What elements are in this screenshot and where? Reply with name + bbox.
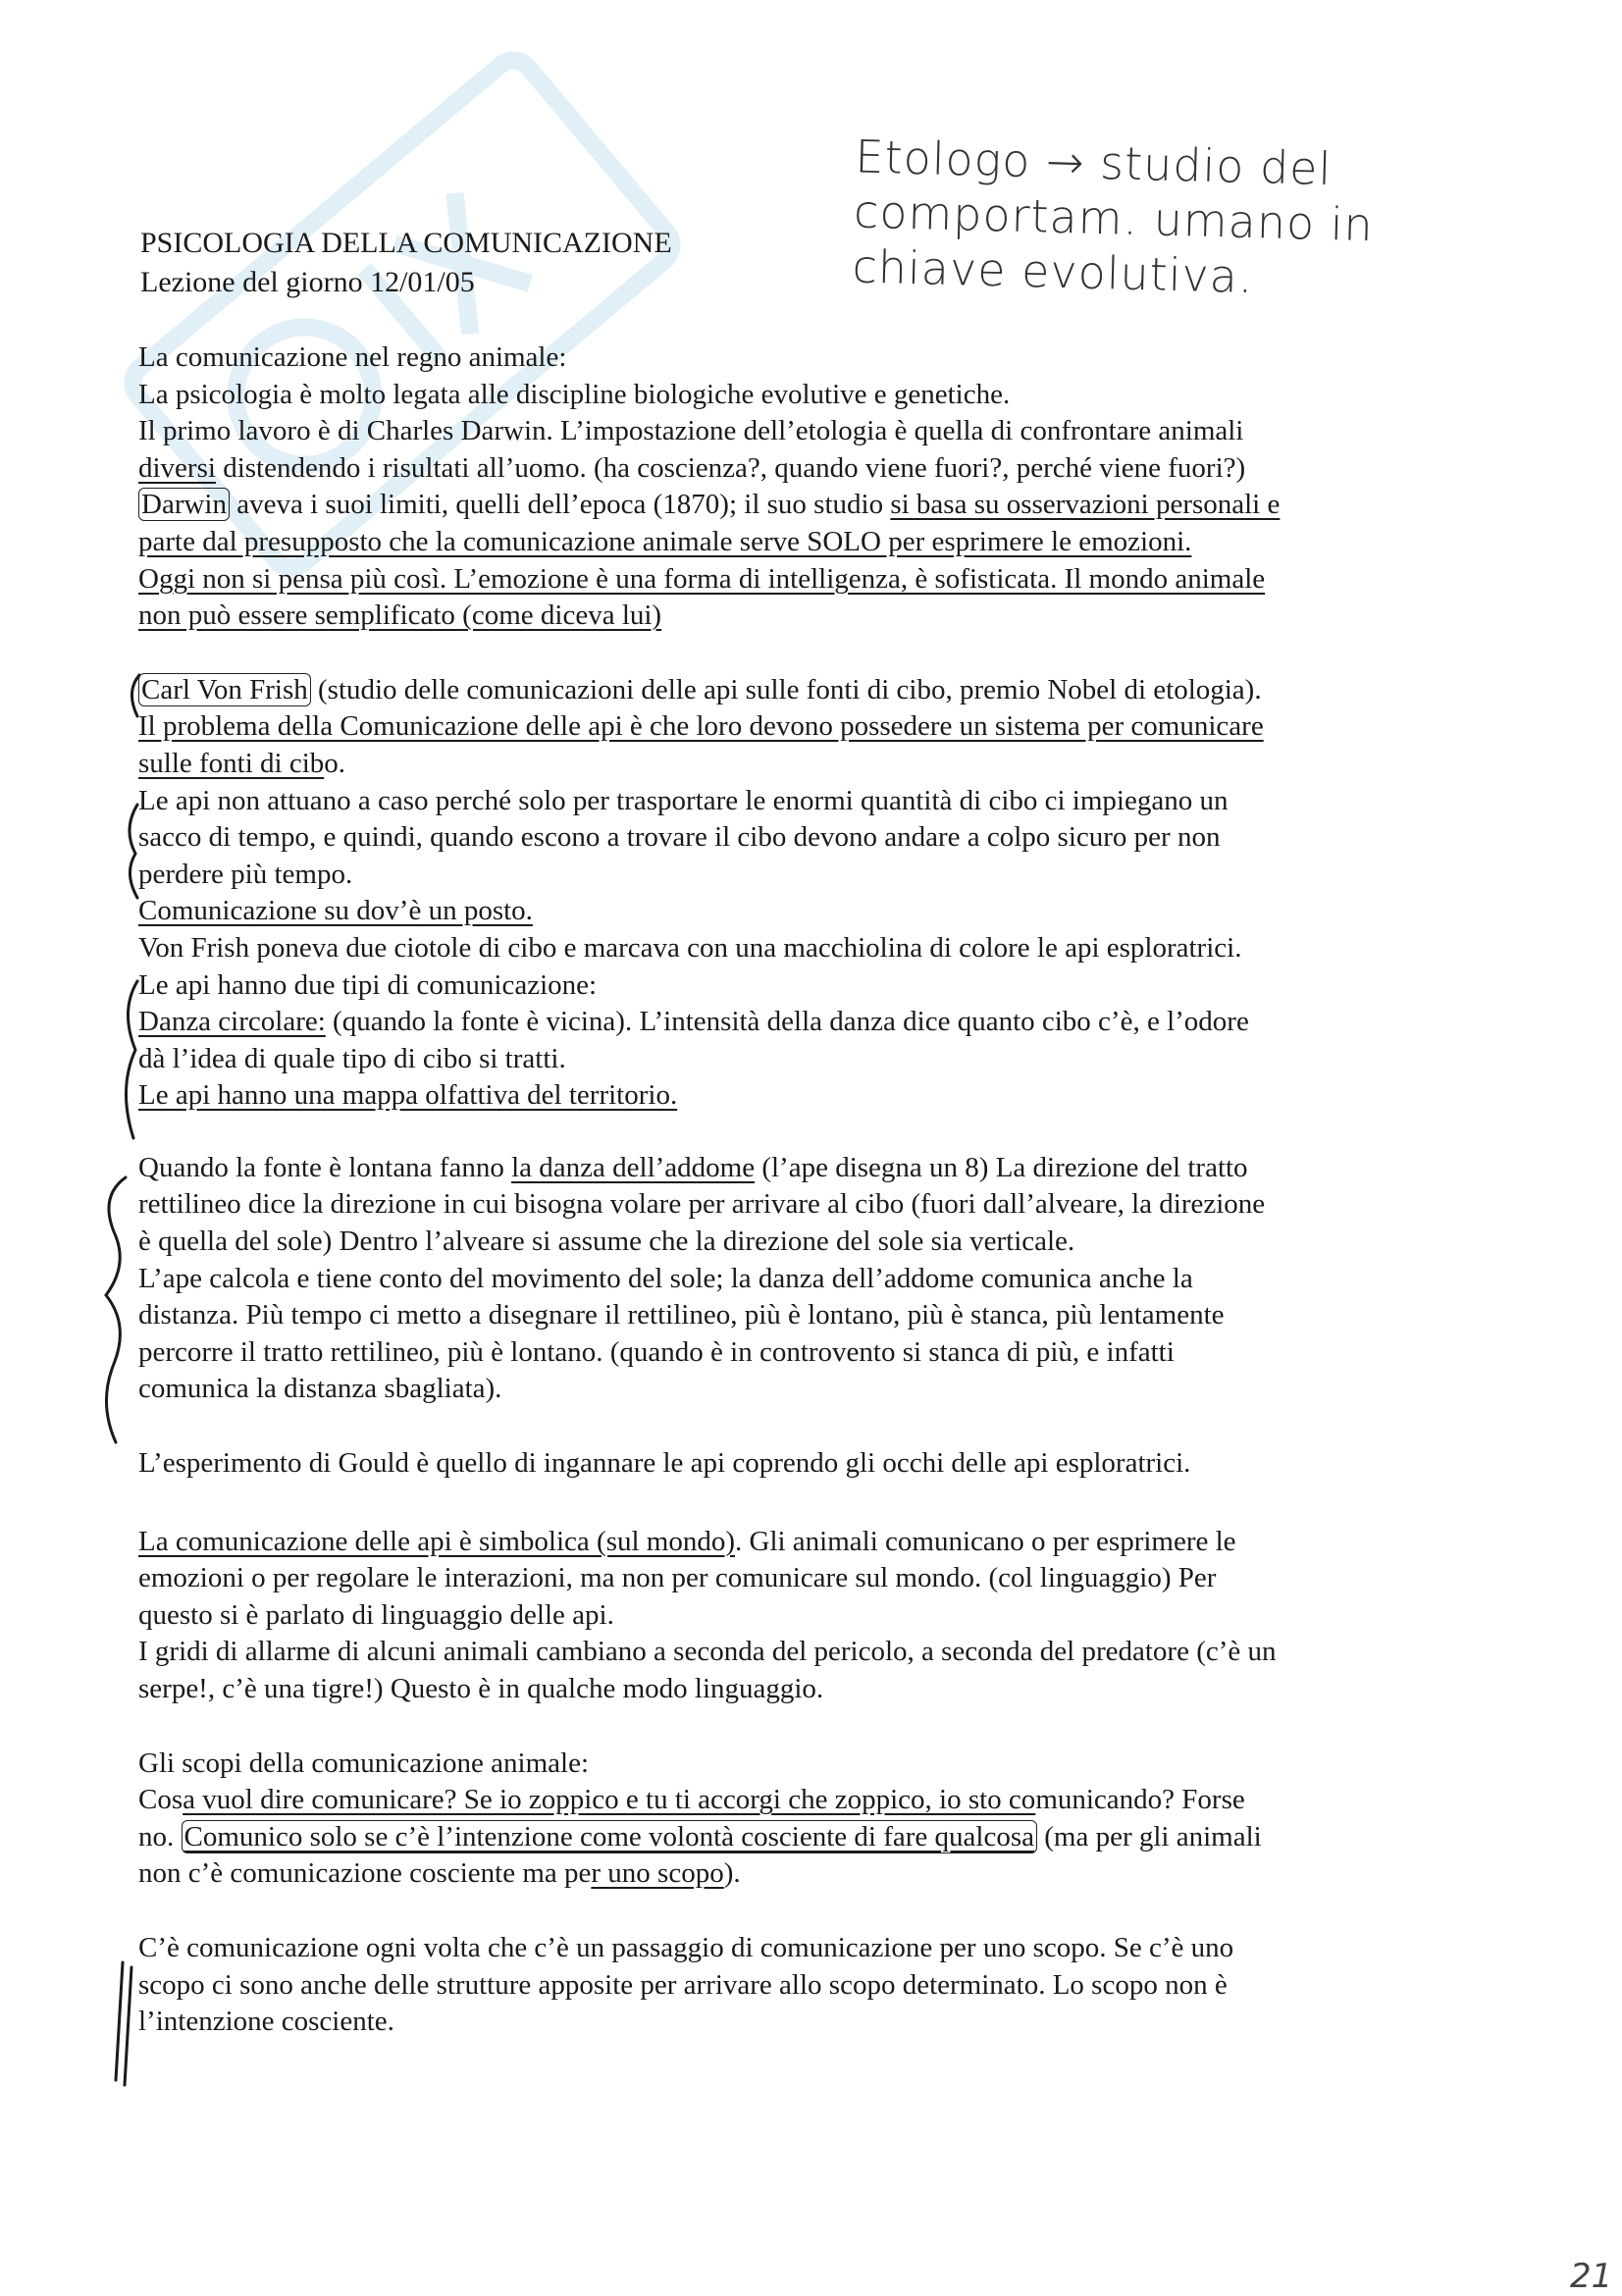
paragraph-line: [138, 708, 1483, 746]
paragraph-line: [138, 1077, 1483, 1115]
paragraph-line: [138, 598, 1483, 635]
paragraph-line: sacco di tempo, e quindi, quando escono a trovare il cibo devono andare a colpo sicuro per non: [138, 821, 1221, 854]
paragraph-line: [138, 1855, 1483, 1893]
paragraph-line: [138, 450, 1483, 488]
paragraph-line: Le api non attuano a caso perché solo per trasportare le enormi quantità di cibo ci impiegano un: [138, 784, 1229, 816]
underlined-text: si basa su osservazioni personali e: [890, 489, 1281, 521]
paragraph-line: dà l’idea di quale tipo di cibo si tratti.: [138, 1042, 566, 1074]
text-run: . Gli animali comunicano o per esprimere le: [735, 1525, 1236, 1557]
paragraph-line: distanza. Più tempo ci metto a disegnare il rettilineo, più è lontano, più è stanca, più lentamente: [138, 1299, 1225, 1331]
underlined-text: La comunicazione delle api è simbolica (sul mondo): [138, 1525, 735, 1557]
handwritten-line-3: chiave evolutiva.: [851, 239, 1255, 304]
paragraph-line: Le api hanno due tipi di comunicazione:: [138, 968, 598, 1001]
text-run: (ma per gli animali: [1036, 1820, 1262, 1852]
bracket-mark: [130, 805, 137, 898]
paragraph-line: [138, 746, 1483, 783]
paragraph-line: L’esperimento di Gould è quello di ingannare le api coprendo gli occhi delle api esploratrici.: [138, 1447, 1191, 1480]
underlined-text: Danza circolare:: [138, 1006, 326, 1038]
bracket-mark: [126, 981, 137, 1138]
underlined-text: non può essere semplificato (come diceva lui): [138, 600, 662, 632]
paragraph-line: comunica la distanza sbagliata).: [138, 1373, 502, 1405]
lecture-date: Lezione del giorno 12/01/05: [140, 266, 475, 298]
handwritten-line-2: comportam. umano in: [853, 184, 1375, 252]
text-run: ).: [723, 1857, 741, 1890]
paragraph-line: La comunicazione nel regno animale:: [138, 341, 567, 373]
underlined-text: a vuol dire comunicare? Se io zoppico e tu ti accorgi che zoppico, io sto co: [183, 1784, 1036, 1816]
text-run: (l’ape disegna un 8) La direzione del tratto: [755, 1151, 1248, 1183]
handwritten-note: [852, 129, 1503, 310]
underlined-text: la danza dell’addome: [511, 1151, 756, 1183]
text-run: Cos: [138, 1784, 183, 1816]
paragraph-line: [138, 561, 1483, 599]
paragraph-line: [138, 524, 1483, 561]
paragraph-line: percorre il tratto rettilineo, più è lontano. (quando è in controvento si stanca di più, e infatti: [138, 1335, 1175, 1368]
paragraph-line: l’intenzione cosciente.: [138, 2006, 394, 2038]
paragraph-line: [138, 672, 1483, 709]
paragraph-line: questo si è parlato di linguaggio delle api.: [138, 1598, 614, 1631]
underlined-text: Oggi non si pensa più così. L’emozione è una forma di intelligenza, è sofisticata. Il mondo animale: [138, 562, 1266, 595]
double-line-mark: [116, 1962, 131, 2085]
paragraph-line: Gli scopi della comunicazione animale:: [138, 1747, 590, 1779]
page-number: 21: [1570, 2257, 1613, 2296]
paragraph-line: serpe!, c’è una tigre!) Questo è in qualche modo linguaggio.: [138, 1673, 824, 1704]
text-run: Quando la fonte è lontana fanno: [138, 1151, 512, 1183]
underlined-text: sulle fonti di cib: [138, 747, 325, 779]
text-run: municando? Forse: [1035, 1784, 1245, 1816]
underlined-text: Comunicazione su dov’è un posto.: [138, 895, 533, 927]
paragraph-line: è quella del sole) Dentro l’alveare si assume che la direzione del sole sia verticale.: [138, 1226, 1075, 1258]
paragraph-line: scopo ci sono anche delle strutture apposite per arrivare allo scopo determinato. Lo scopo non è: [138, 1968, 1228, 2001]
text-run: non c’è comunicazione cosciente ma pe: [138, 1857, 592, 1890]
paragraph-line: Von Frish poneva due ciotole di cibo e marcava con una macchiolina di colore le api esploratrici.: [138, 931, 1242, 964]
paragraph-line: [138, 893, 1483, 930]
text-run: no.: [138, 1820, 182, 1852]
paragraph-line: L’ape calcola e tiene conto del movimento del sole; la danza dell’addome comunica anche la: [138, 1262, 1193, 1294]
curly-brace-mark: [106, 1177, 126, 1442]
boxed-text: Comunico solo se c’è l’intenzione come volontà cosciente di fare qualcosa: [182, 1820, 1037, 1853]
paragraph-line: [138, 487, 1483, 524]
underlined-text: Le api hanno una mappa olfattiva del territorio.: [138, 1079, 678, 1112]
handwritten-line-1: Etologo → studio del: [854, 130, 1334, 196]
boxed-text: Darwin: [138, 488, 230, 521]
paragraph-line: I gridi di allarme di alcuni animali cambiano a seconda del pericolo, a seconda del predatore (c’è un: [138, 1636, 1277, 1668]
paragraph-line: La psicologia è molto legata alle discipline biologiche evolutive e genetiche.: [138, 378, 1011, 410]
paragraph-line: [138, 1004, 1483, 1041]
paragraph-line: [138, 1782, 1483, 1819]
paragraph-line: rettilineo dice la direzione in cui bisogna volare per arrivare al cibo (fuori dall’alveare, la direzione: [138, 1188, 1266, 1221]
paragraph-line: Il primo lavoro è di Charles Darwin. L’impostazione dell’etologia è quella di confrontare animali: [138, 415, 1244, 447]
paragraph-line: [138, 1150, 1483, 1187]
text-run: distendendo i risultati all’uomo. (ha coscienza?, quando viene fuori?, perché viene fuori?): [215, 451, 1246, 484]
boxed-text: Carl Von Frish: [138, 673, 311, 706]
underlined-text: diversi: [138, 451, 216, 484]
underlined-text: Il problema della Comunicazione delle api è che loro devono possedere un sistema per comunicare: [138, 710, 1264, 743]
paragraph-line: perdere più tempo.: [138, 858, 353, 890]
text-run: o.: [324, 747, 346, 779]
course-title: PSICOLOGIA DELLA COMUNICAZIONE: [140, 227, 672, 259]
text-run: (studio delle comunicazioni delle api sulle fonti di cibo, premio Nobel di etologia).: [310, 673, 1262, 705]
paragraph-line: [138, 1819, 1483, 1856]
paragraph-line: [138, 1524, 1483, 1561]
paragraph-line: C’è comunicazione ogni volta che c’è un passaggio di comunicazione per uno scopo. Se c’è uno: [138, 1931, 1234, 1963]
paragraph-line: emozioni o per regolare le interazioni, ma non per comunicare sul mondo. (col linguaggio) Per: [138, 1562, 1217, 1594]
underlined-text: r uno scopo: [591, 1857, 724, 1890]
underlined-text: parte dal presupposto che la comunicazione animale serve SOLO per esprimere le emozioni.: [138, 525, 1192, 557]
text-run: (quando la fonte è vicina). L’intensità della danza dice quanto cibo c’è, e l’odore: [325, 1006, 1249, 1038]
document-header: [140, 224, 672, 302]
text-run: aveva i suoi limiti, quelli dell’epoca (1870); il suo studio: [229, 489, 891, 521]
document-body: [138, 339, 1483, 2041]
